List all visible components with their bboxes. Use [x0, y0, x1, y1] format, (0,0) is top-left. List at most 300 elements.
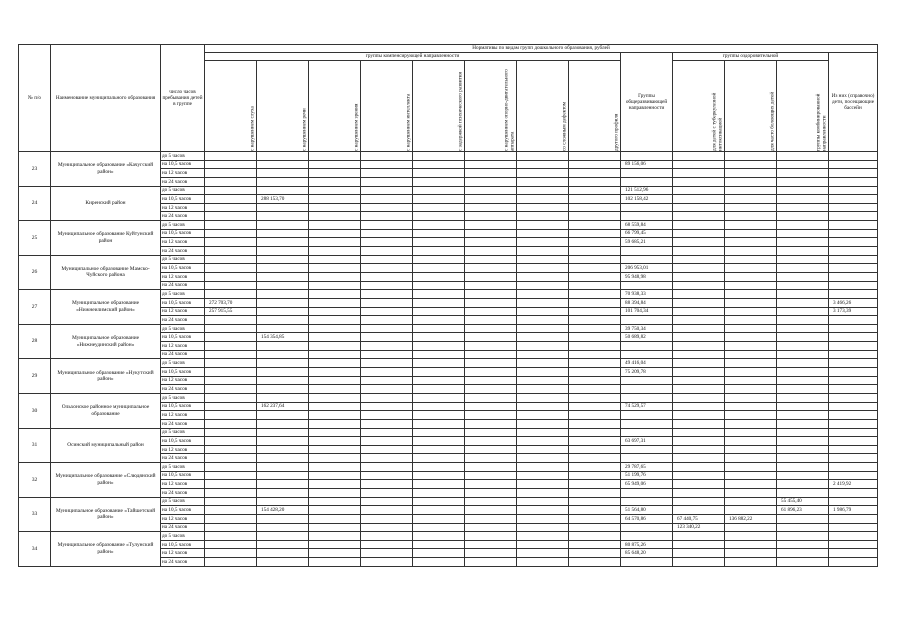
norm-cell-complex — [517, 152, 569, 161]
norm-cell-general — [621, 203, 673, 212]
norm-cell-general — [621, 376, 673, 385]
norm-cell-speech — [257, 463, 309, 472]
norm-cell-zpr — [413, 402, 465, 411]
norm-cell-pool — [829, 264, 878, 273]
hours-label: на 12 часов — [161, 272, 205, 281]
norm-cell-vision — [309, 428, 361, 437]
row-number: 32 — [19, 463, 51, 498]
norm-cell-sick — [725, 532, 777, 541]
norm-cell-speech — [257, 160, 309, 169]
norm-cell-pool — [829, 255, 878, 264]
hours-label: на 12 часов — [161, 203, 205, 212]
norm-cell-complex — [517, 169, 569, 178]
norm-cell-general — [621, 177, 673, 186]
norm-cell-complex — [517, 255, 569, 264]
hours-label: на 24 часов — [161, 488, 205, 497]
norm-cell-general: 95 948,98 — [621, 272, 673, 281]
norm-cell-vision — [309, 212, 361, 221]
norm-cell-intellect — [361, 307, 413, 316]
norm-cell-sick — [725, 540, 777, 549]
norm-cell-zpr — [413, 324, 465, 333]
norm-cell-complex — [517, 333, 569, 342]
norm-cell-combined — [777, 359, 829, 368]
norm-cell-vision — [309, 152, 361, 161]
norm-cell-zpr — [413, 333, 465, 342]
norm-cell-pool — [829, 540, 878, 549]
municipality-name: Муниципальное образование «Слюдянский район» — [51, 463, 161, 498]
norm-cell-other — [569, 402, 621, 411]
norm-cell-complex — [517, 307, 569, 316]
norm-cell-tb — [673, 419, 725, 428]
norm-cell-speech — [257, 454, 309, 463]
header-pool: Из них (справочно) дети, посещающие бассейн — [829, 53, 878, 152]
norm-cell-combined: 61 896,23 — [777, 506, 829, 515]
norm-cell-oda — [465, 160, 517, 169]
norm-cell-complex — [517, 514, 569, 523]
norm-cell-speech — [257, 324, 309, 333]
norm-cell-tb — [673, 368, 725, 377]
norm-cell-tb — [673, 402, 725, 411]
row-number: 27 — [19, 290, 51, 325]
norm-cell-intellect — [361, 385, 413, 394]
norm-cell-vision — [309, 264, 361, 273]
norm-cell-hearing — [205, 532, 257, 541]
norm-cell-speech — [257, 152, 309, 161]
norm-cell-intellect — [361, 488, 413, 497]
norm-cell-complex — [517, 540, 569, 549]
norm-cell-zpr — [413, 177, 465, 186]
norm-cell-other — [569, 247, 621, 256]
norm-cell-tb — [673, 152, 725, 161]
norm-cell-vision — [309, 324, 361, 333]
norm-cell-vision — [309, 316, 361, 325]
norm-cell-speech — [257, 350, 309, 359]
norm-cell-hearing — [205, 359, 257, 368]
norm-cell-general: 59 685,21 — [621, 238, 673, 247]
norm-cell-general: 75 209,78 — [621, 368, 673, 377]
norm-cell-vision — [309, 419, 361, 428]
norm-cell-pool — [829, 445, 878, 454]
norm-cell-tb — [673, 264, 725, 273]
norm-cell-intellect — [361, 463, 413, 472]
norm-cell-hearing — [205, 350, 257, 359]
table-row — [19, 393, 878, 402]
table-row — [19, 290, 878, 299]
norm-cell-pool — [829, 376, 878, 385]
norm-cell-hearing — [205, 488, 257, 497]
norm-cell-hearing — [205, 385, 257, 394]
norm-cell-vision — [309, 506, 361, 515]
hours-label: на 10,5 часов — [161, 333, 205, 342]
norm-cell-oda — [465, 480, 517, 489]
norm-cell-other — [569, 238, 621, 247]
hours-label: на 10,5 часов — [161, 195, 205, 204]
norm-cell-general: 63 697,31 — [621, 437, 673, 446]
hours-label: до 5 часов — [161, 221, 205, 230]
norm-cell-pool — [829, 514, 878, 523]
norm-cell-combined — [777, 428, 829, 437]
norm-cell-combined — [777, 540, 829, 549]
norm-cell-oda — [465, 342, 517, 351]
norm-cell-general: 85 648,20 — [621, 549, 673, 558]
norm-cell-intellect — [361, 333, 413, 342]
norm-cell-zpr — [413, 255, 465, 264]
norm-cell-sick — [725, 497, 777, 506]
row-number: 31 — [19, 428, 51, 463]
norm-cell-vision — [309, 290, 361, 299]
norm-cell-general — [621, 532, 673, 541]
norm-cell-oda — [465, 281, 517, 290]
row-number: 23 — [19, 152, 51, 187]
norm-cell-combined — [777, 281, 829, 290]
norm-cell-intellect — [361, 195, 413, 204]
table-row — [19, 324, 878, 333]
norm-cell-general — [621, 152, 673, 161]
norm-cell-hearing — [205, 186, 257, 195]
norm-cell-tb — [673, 298, 725, 307]
hours-label: на 24 часов — [161, 558, 205, 567]
norm-cell-complex — [517, 203, 569, 212]
hours-label: на 24 часов — [161, 212, 205, 221]
norm-cell-other — [569, 281, 621, 290]
norm-cell-intellect — [361, 212, 413, 221]
norm-cell-vision — [309, 471, 361, 480]
norm-cell-vision — [309, 532, 361, 541]
norm-cell-zpr — [413, 160, 465, 169]
norm-cell-intellect — [361, 480, 413, 489]
municipality-name: Муниципальное образование «Нижнеудинский район» — [51, 324, 161, 359]
norm-cell-hearing — [205, 290, 257, 299]
norm-cell-oda — [465, 463, 517, 472]
norm-cell-sick — [725, 255, 777, 264]
hours-label: на 10,5 часов — [161, 437, 205, 446]
norm-cell-intellect — [361, 238, 413, 247]
municipality-name: Муниципальное образование «Тайшетский район» — [51, 497, 161, 532]
norm-cell-general — [621, 385, 673, 394]
norm-cell-intellect — [361, 532, 413, 541]
norm-cell-general: 74 529,57 — [621, 402, 673, 411]
norm-cell-zpr — [413, 169, 465, 178]
norm-cell-speech: 154 428,20 — [257, 506, 309, 515]
hours-label: на 12 часов — [161, 342, 205, 351]
norm-cell-hearing — [205, 419, 257, 428]
hours-label: до 5 часов — [161, 324, 205, 333]
norm-cell-pool — [829, 402, 878, 411]
norm-cell-zpr — [413, 385, 465, 394]
norm-cell-zpr — [413, 221, 465, 230]
norm-cell-complex — [517, 281, 569, 290]
norm-cell-general: 89 156,06 — [621, 160, 673, 169]
norm-cell-hearing — [205, 229, 257, 238]
norm-cell-complex — [517, 549, 569, 558]
norm-cell-intellect — [361, 350, 413, 359]
municipality-name: Осинский муниципальный район — [51, 428, 161, 463]
norm-cell-oda — [465, 152, 517, 161]
norm-cell-complex — [517, 160, 569, 169]
norm-cell-oda — [465, 307, 517, 316]
norm-cell-sick — [725, 169, 777, 178]
norm-cell-complex — [517, 186, 569, 195]
norm-cell-intellect — [361, 177, 413, 186]
norm-cell-zpr — [413, 307, 465, 316]
norm-cell-sick — [725, 316, 777, 325]
norm-cell-speech — [257, 419, 309, 428]
hours-label: до 5 часов — [161, 359, 205, 368]
norm-cell-complex — [517, 247, 569, 256]
norm-cell-general: 80 875,26 — [621, 540, 673, 549]
norm-cell-tb — [673, 186, 725, 195]
norm-cell-combined — [777, 238, 829, 247]
norm-cell-tb — [673, 376, 725, 385]
norm-cell-speech — [257, 393, 309, 402]
norm-cell-pool: 3 466,26 — [829, 298, 878, 307]
norm-cell-tb — [673, 307, 725, 316]
norm-cell-zpr — [413, 264, 465, 273]
norm-cell-other — [569, 186, 621, 195]
norm-cell-zpr — [413, 359, 465, 368]
norm-cell-oda — [465, 333, 517, 342]
hours-label: до 5 часов — [161, 532, 205, 541]
norm-cell-vision — [309, 454, 361, 463]
norm-cell-combined — [777, 549, 829, 558]
norm-cell-combined — [777, 195, 829, 204]
norm-cell-sick — [725, 445, 777, 454]
norm-cell-pool — [829, 532, 878, 541]
norm-cell-hearing — [205, 497, 257, 506]
table-row — [19, 532, 878, 541]
norm-cell-combined: 55 455,40 — [777, 497, 829, 506]
norm-cell-intellect — [361, 324, 413, 333]
norm-cell-sick — [725, 212, 777, 221]
norm-cell-vision — [309, 393, 361, 402]
norm-cell-hearing — [205, 342, 257, 351]
norm-cell-combined — [777, 350, 829, 359]
norm-cell-oda — [465, 523, 517, 532]
norm-cell-vision — [309, 437, 361, 446]
norm-cell-general: 70 938,33 — [621, 290, 673, 299]
norm-cell-intellect — [361, 411, 413, 420]
norm-cell-complex — [517, 350, 569, 359]
norm-cell-tb — [673, 480, 725, 489]
norm-cell-vision — [309, 445, 361, 454]
norm-cell-speech — [257, 169, 309, 178]
hours-label: на 24 часов — [161, 247, 205, 256]
norm-cell-hearing — [205, 212, 257, 221]
norm-cell-complex — [517, 298, 569, 307]
norm-cell-zpr — [413, 229, 465, 238]
norm-cell-sick: 136 882,22 — [725, 514, 777, 523]
norm-cell-speech — [257, 221, 309, 230]
norm-cell-oda — [465, 549, 517, 558]
norm-cell-intellect — [361, 255, 413, 264]
norm-cell-hearing — [205, 368, 257, 377]
hours-label: до 5 часов — [161, 497, 205, 506]
hours-label: на 10,5 часов — [161, 229, 205, 238]
norm-cell-oda — [465, 540, 517, 549]
hours-label: на 24 часов — [161, 177, 205, 186]
norm-cell-oda — [465, 264, 517, 273]
norm-cell-oda — [465, 350, 517, 359]
hours-label: на 10,5 часов — [161, 506, 205, 515]
hours-label: на 24 часов — [161, 385, 205, 394]
norms-table-container — [18, 44, 878, 567]
norm-cell-other — [569, 523, 621, 532]
norm-cell-pool — [829, 186, 878, 195]
norm-cell-tb — [673, 177, 725, 186]
norm-cell-oda — [465, 532, 517, 541]
norm-cell-general — [621, 523, 673, 532]
norm-cell-complex — [517, 264, 569, 273]
norm-cell-vision — [309, 238, 361, 247]
norm-cell-sick — [725, 506, 777, 515]
norm-cell-combined — [777, 454, 829, 463]
norm-cell-complex — [517, 385, 569, 394]
norm-cell-hearing — [205, 169, 257, 178]
norm-cell-tb: 67 440,75 — [673, 514, 725, 523]
norm-cell-sick — [725, 359, 777, 368]
norm-cell-tb — [673, 255, 725, 264]
norm-cell-zpr — [413, 342, 465, 351]
norm-cell-zpr — [413, 203, 465, 212]
norm-cell-zpr — [413, 419, 465, 428]
norm-cell-other — [569, 342, 621, 351]
norm-cell-intellect — [361, 264, 413, 273]
norm-cell-zpr — [413, 195, 465, 204]
norm-cell-tb — [673, 247, 725, 256]
norm-cell-zpr — [413, 316, 465, 325]
norm-cell-tb — [673, 428, 725, 437]
norm-cell-combined — [777, 376, 829, 385]
norm-cell-vision — [309, 558, 361, 567]
norm-cell-pool — [829, 549, 878, 558]
norm-cell-general — [621, 316, 673, 325]
hours-label: на 10,5 часов — [161, 160, 205, 169]
norm-cell-oda — [465, 186, 517, 195]
norm-cell-other — [569, 264, 621, 273]
norm-cell-hearing — [205, 454, 257, 463]
norm-cell-complex — [517, 454, 569, 463]
norm-cell-complex — [517, 437, 569, 446]
norm-cell-hearing — [205, 152, 257, 161]
norm-cell-other — [569, 169, 621, 178]
norm-cell-other — [569, 428, 621, 437]
norm-cell-speech — [257, 342, 309, 351]
norm-cell-sick — [725, 195, 777, 204]
norm-cell-other — [569, 152, 621, 161]
hours-label: на 24 часов — [161, 350, 205, 359]
norm-cell-sick — [725, 177, 777, 186]
norm-cell-general — [621, 169, 673, 178]
norm-cell-pool — [829, 437, 878, 446]
norm-cell-sick — [725, 152, 777, 161]
norm-cell-other — [569, 203, 621, 212]
norm-cell-hearing — [205, 428, 257, 437]
hours-label: до 5 часов — [161, 255, 205, 264]
norm-cell-oda — [465, 385, 517, 394]
norm-cell-hearing — [205, 514, 257, 523]
norm-cell-pool — [829, 238, 878, 247]
norm-cell-vision — [309, 376, 361, 385]
norm-cell-complex — [517, 290, 569, 299]
norm-cell-complex — [517, 532, 569, 541]
norm-cell-hearing — [205, 247, 257, 256]
norm-cell-intellect — [361, 272, 413, 281]
norm-cell-tb — [673, 454, 725, 463]
norm-cell-combined — [777, 272, 829, 281]
norm-cell-complex — [517, 342, 569, 351]
norm-cell-other — [569, 488, 621, 497]
norm-cell-oda — [465, 411, 517, 420]
norm-cell-speech — [257, 264, 309, 273]
norm-cell-tb — [673, 445, 725, 454]
norm-cell-general: 68 559,84 — [621, 221, 673, 230]
norm-cell-complex — [517, 488, 569, 497]
norm-cell-zpr — [413, 212, 465, 221]
hours-label: на 24 часов — [161, 419, 205, 428]
hours-label: на 12 часов — [161, 480, 205, 489]
norm-cell-complex — [517, 359, 569, 368]
norm-cell-other — [569, 411, 621, 420]
norm-cell-zpr — [413, 506, 465, 515]
norm-cell-hearing — [205, 264, 257, 273]
norm-cell-other — [569, 298, 621, 307]
norm-cell-pool — [829, 290, 878, 299]
norm-cell-hearing — [205, 480, 257, 489]
norm-cell-complex — [517, 212, 569, 221]
norm-cell-intellect — [361, 540, 413, 549]
norm-cell-intellect — [361, 514, 413, 523]
norm-cell-hearing — [205, 324, 257, 333]
municipality-name: Муниципальное образование Куйтунский район — [51, 221, 161, 256]
norm-cell-pool: 1 986,79 — [829, 506, 878, 515]
norm-cell-general: 121 512,96 — [621, 186, 673, 195]
norm-cell-speech — [257, 523, 309, 532]
norm-cell-vision — [309, 411, 361, 420]
norm-cell-sick — [725, 264, 777, 273]
norm-cell-sick — [725, 298, 777, 307]
norm-cell-vision — [309, 281, 361, 290]
norm-cell-general: 206 953,01 — [621, 264, 673, 273]
norm-cell-oda — [465, 255, 517, 264]
norm-cell-zpr — [413, 497, 465, 506]
norm-cell-intellect — [361, 523, 413, 532]
norm-cell-oda — [465, 290, 517, 299]
norm-cell-speech: 154 354,85 — [257, 333, 309, 342]
norm-cell-vision — [309, 272, 361, 281]
norm-cell-pool — [829, 463, 878, 472]
norm-cell-zpr — [413, 480, 465, 489]
hours-label: на 24 часов — [161, 454, 205, 463]
norm-cell-oda — [465, 203, 517, 212]
norm-cell-zpr — [413, 549, 465, 558]
norm-cell-hearing — [205, 316, 257, 325]
norm-cell-intellect — [361, 290, 413, 299]
norm-cell-oda — [465, 376, 517, 385]
norm-cell-zpr — [413, 238, 465, 247]
norm-cell-vision — [309, 186, 361, 195]
hours-label: на 12 часов — [161, 307, 205, 316]
norm-cell-general: 65 949,06 — [621, 480, 673, 489]
norm-cell-zpr — [413, 272, 465, 281]
norm-cell-intellect — [361, 376, 413, 385]
norm-cell-general: 50 689,82 — [621, 333, 673, 342]
norm-cell-tb — [673, 350, 725, 359]
norm-cell-combined — [777, 523, 829, 532]
norm-cell-sick — [725, 342, 777, 351]
norm-cell-other — [569, 177, 621, 186]
norm-cell-hearing — [205, 238, 257, 247]
norm-cell-complex — [517, 324, 569, 333]
